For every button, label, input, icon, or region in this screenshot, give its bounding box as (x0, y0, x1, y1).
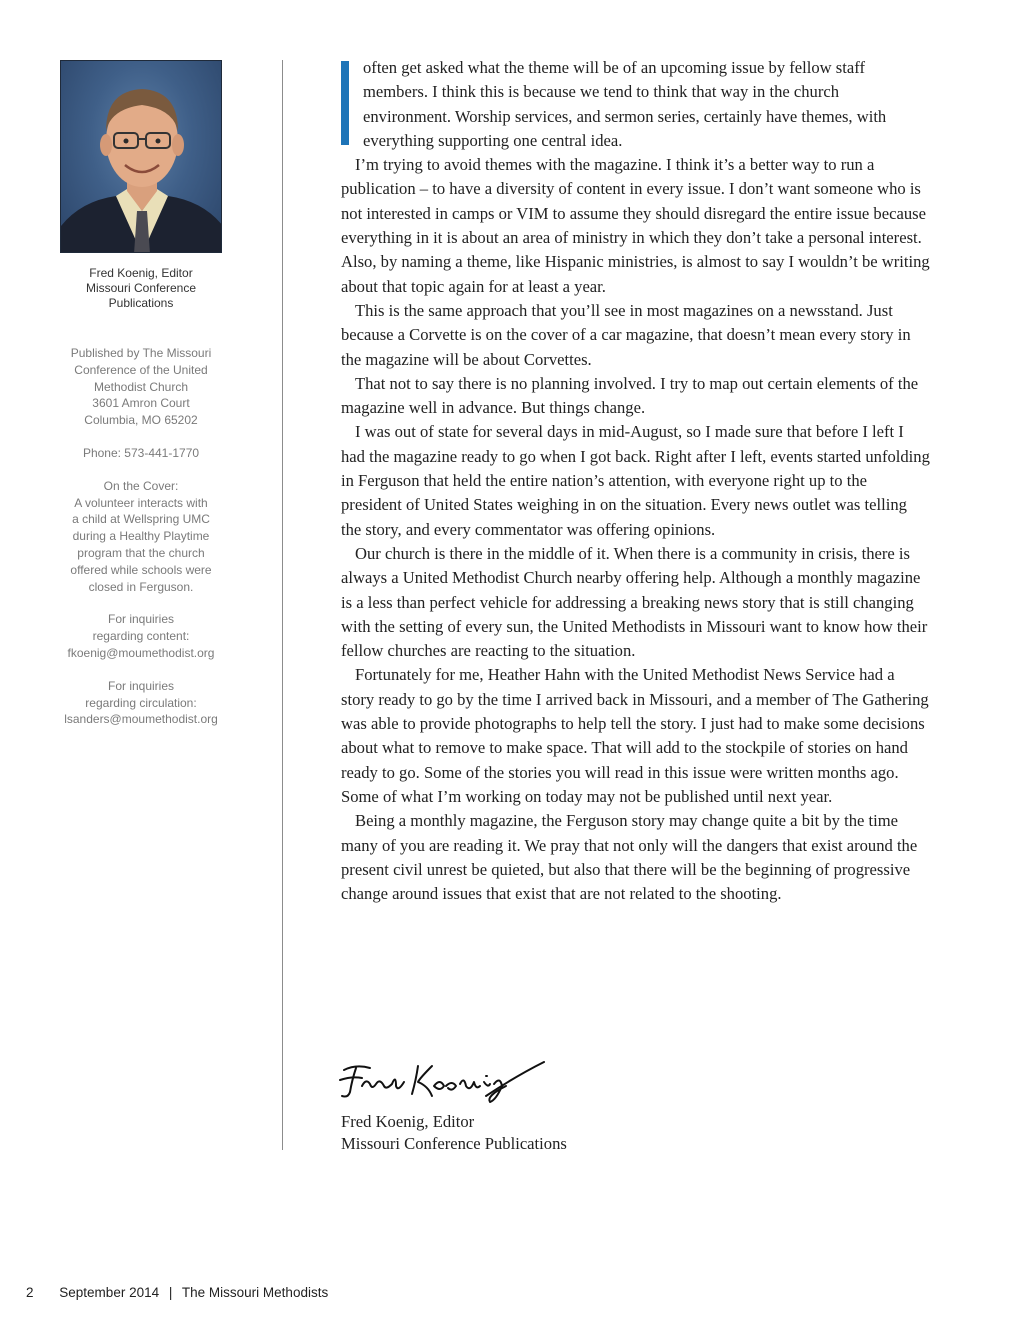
letter-paragraph: Our church is there in the middle of it. When there is a community in crisis, there is always a United Methodist Church nearby offering help. Although a monthly magazine is a less than perfect vehicle for addressing a breaking news story that is still changing with the setting of every sun, the United Methodists in Missouri want to know how their fellow churches are reacting to the situation. (341, 543, 928, 661)
photo-caption: Fred Koenig, Editor Missouri Conference Publications (85, 266, 197, 310)
letter-paragraph: often get asked what the theme will be of an upcoming issue by fellow staff members. I think this is because we tend to think that way in the church environment. Worship services, and sermon series, certainly have themes, with everything supporting one central idea. (363, 58, 887, 150)
letter-paragraph: This is the same approach that you’ll see in most magazines on a newsstand. Just because a Corvette is on the cover of a car magazine, that doesn’t mean every story in the magazine will be about Corvettes. (341, 300, 911, 369)
content-inquiries: For inquiries regarding content: fkoenig@moumethodist.org (67, 612, 215, 660)
handwritten-signature (336, 1056, 550, 1106)
footer-separator: | (168, 1285, 173, 1300)
opening-paragraph-block (341, 56, 931, 153)
page-number: 2 (26, 1285, 34, 1300)
signoff-name: Fred Koenig, Editor (341, 1112, 475, 1131)
circulation-inquiries: For inquiries regarding circulation: lsanders@moumethodist.org (64, 678, 218, 727)
cover-description: On the Cover: A volunteer interacts with a child at Wellspring UMC during a Healthy Playtime program that the church offered while schools were closed in Ferguson. (70, 478, 212, 594)
sidebar (52, 266, 230, 744)
editor-portrait-illustration (61, 61, 222, 253)
issue-date: September 2014 (59, 1285, 160, 1300)
letter-paragraph: I was out of state for several days in mid-August, so I made sure that before I left I had the magazine ready to go when I got back. Right after I left, events started unfolding in Ferguson that held the entire nation’s attention, with everyone right up to the president of United States weighing in on the situation. Every news outlet was telling the story, and every commentator was offering opinions. (341, 422, 930, 539)
signoff (341, 1111, 567, 1155)
letter-paragraph: Being a monthly magazine, the Ferguson story may change quite a bit by the time many of you are reading it. We pray that not only will the dangers that exist around the present civil unrest be quieted, but also that there will be the beginning of progressive change around issues that exist that are not related to the shooting. (341, 811, 918, 904)
letter-paragraph: I’m trying to avoid themes with the magazine. I think it’s a better way to run a publication – to have a diversity of content in every issue. I don’t want someone who is not interested in camps or VIM to assume they should disregard the entire issue because everything in it is about an area of ministry in which they don’t take a personal interest. Also, by naming a theme, like Hispanic ministries, is almost to say I wouldn’t be writing about that topic again for at least a year. (341, 155, 930, 296)
letter-paragraph: Fortunately for me, Heather Hahn with the United Methodist News Service had a story ready to go by the time I arrived back in Missouri, and a member of The Gathering was able to provide photographs to help tell the story. I just had to make some decisions about what to remove to make space. That will add to the stockpile of stories on hand ready to go. Some of the stories you will read in this issue were written months ago. Some of what I’m working on today may not be published until next year. (341, 665, 929, 806)
page-footer (26, 1285, 328, 1300)
editor-photo (60, 60, 222, 253)
letter-paragraph: That not to say there is no planning involved. I try to map out certain elements of the magazine well in advance. But things change. (341, 373, 919, 418)
column-divider (282, 60, 283, 1150)
editor-letter (341, 56, 931, 906)
publication-name: The Missouri Methodists (181, 1285, 329, 1300)
publisher-info: Published by The Missouri Conference of the United Methodist Church 3601 Amron Court Columbia, MO 65202 (70, 346, 212, 428)
signoff-title: Missouri Conference Publications (341, 1134, 567, 1153)
drop-cap (341, 61, 349, 145)
phone-info: Phone: 573-441-1770 (82, 445, 200, 460)
